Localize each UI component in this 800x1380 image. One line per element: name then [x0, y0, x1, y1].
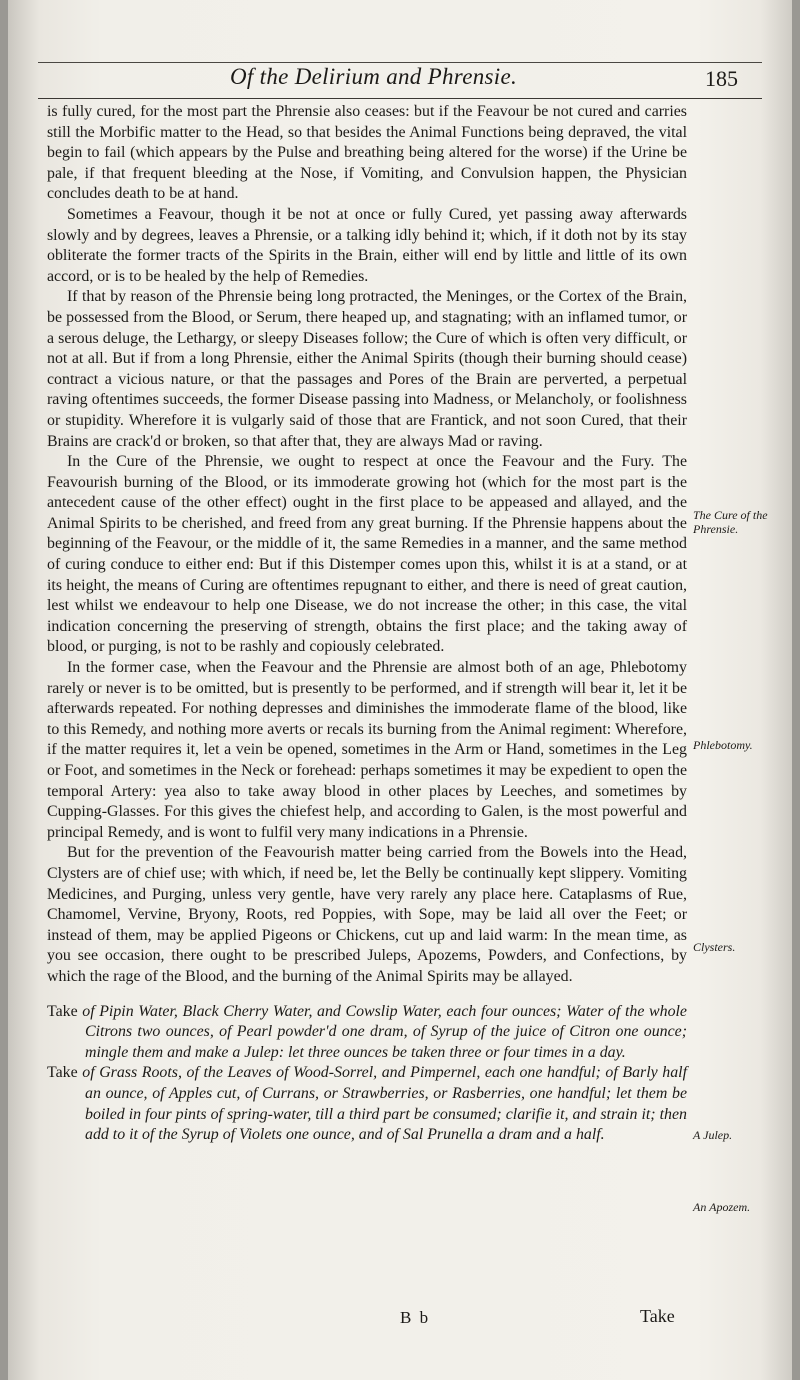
page-number: 185 [705, 66, 738, 91]
recipe-text: of Pipin Water, Black Cherry Water, and Cowslip Water, each four ounces; Water of the whole Citrons two ounces, of Pearl powder'd one dram, of Syrup of the juice of Citron one ounce; mingle them and make a Julep: let three ounces be taken three or four times in a day. [82, 1002, 687, 1061]
head-rule [38, 98, 762, 99]
catchword: Take [640, 1306, 675, 1326]
main-text [47, 102, 687, 1146]
top-rule [38, 62, 762, 63]
running-head: Of the Delirium and Phrensie. [230, 64, 518, 89]
paragraph-continued: is fully cured, for the most part the Phrensie also ceases: but if the Feavour be not cured and carries still the Morbific matter to the Head, so that besides the Animal Functions being depraved, the vital begin to fail (which appears by the Pulse and breathing being altered for the worse) if the Urine be pale, if that frequent bleeding at the Nose, if Vomiting, and Convulsion happen, the Physician concludes death to be at hand. [47, 103, 687, 203]
margin-note-julep: A Julep. [693, 1128, 733, 1142]
book-page [8, 0, 792, 1380]
spacer [47, 988, 687, 1002]
recipe-take-word: Take [47, 1002, 78, 1020]
margin-note-apozem: An Apozem. [693, 1200, 751, 1214]
recipe-julep [47, 1002, 687, 1064]
recipe-take-word: Take [47, 1064, 78, 1082]
recipe-apozem [47, 1063, 687, 1145]
margin-note-clysters: Clysters. [693, 940, 736, 954]
paragraph: But for the prevention of the Feavourish matter being carried from the Bowels into the Head, Clysters are of chief use; with which, if need be, let the Belly be continually kept slippery. Vomiting Medicines, and Purging, unless very gentle, have very rarely any place here. Cataplasms of Rue, Chamomel, Vervine, Bryony, Roots, red Poppies, with Sope, may be laid all over the Feet; or instead of them, may be applied Pigeons or Chickens, cut up and laid warm: In the mean time, as you see occasion, there ought to be prescribed Juleps, Apozems, Powders, and Confections, by which the rage of the Blood, and the burning of the Animal Spirits may be allayed. [47, 844, 687, 985]
paragraph: Sometimes a Feavour, though it be not at once or fully Cured, yet passing away afterwards slowly and by degrees, leaves a Phrensie, or a talking idly behind it; which, if it doth not by its stay obliterate the former tracts of the Spirits in the Brain, either will end by little and little of its own accord, or is to be healed by the help of Remedies. [47, 205, 687, 285]
margin-note-cure: The Cure of the Phrensie. [693, 508, 768, 536]
recipe-text: of Grass Roots, of the Leaves of Wood-Sorrel, and Pimpernel, each one handful; of Barly half an ounce, of Apples cut, of Currans, or Strawberries, or Rasberries, one handful; let them be boiled in four pints of spring-water, till a third part be consumed; clarifie it, and strain it; then add to it of the Syrup of Violets one ounce, and of Sal Prunella a dram and a half. [82, 1064, 687, 1144]
paragraph: In the former case, when the Feavour and the Phrensie are almost both of an age, Phlebotomy rarely or never is to be omitted, but is presently to be performed, and if strength will bear it, let it be afterwards repeated. For nothing depresses and diminishes the immoderate flame of the blood, like to this Remedy, and nothing more averts or recals its burning from the Animal regiment: Wherefore, if the matter requires it, let a vein be opened, sometimes in the Arm or Hand, sometimes in the Leg or Foot, and sometimes in the Neck or forehead: perhaps sometimes it may be expedient to open the temporal Artery: yea also to take away blood in other places by Leeches, and sometimes by Cupping-Glasses. For this gives the chiefest help, and according to Galen, is the most powerful and principal Remedy, and is wont to fulfil very many indications in a Phrensie. [47, 659, 687, 841]
paragraph: In the Cure of the Phrensie, we ought to respect at once the Feavour and the Fury. The Feavourish burning of the Blood, or its immoderate growing hot (which for the most part is the antecedent cause of the other effect) ought in the first place to be appeased and allayed, and the Animal Spirits to be cherished, and freed from any great burning. If the Phrensie happens about the beginning of the Feavour, or the middle of it, the same Remedies in a manner, and the same method of curing conduce to either end: But if this Distemper comes upon this, whilst it is at a stand, or at its height, the means of Curing are oftentimes repugnant to either, and there is need of great caution, lest whilst we endeavour to help one Disease, we do not increase the other; in this case, the vital indication concerning the preserving of strength, obtains the first place; and the taking away of blood, or purging, is not to be rashly and copiously celebrated. [47, 453, 687, 656]
signature-mark: B b [400, 1308, 431, 1327]
paragraph: If that by reason of the Phrensie being long protracted, the Meninges, or the Cortex of the Brain, be possessed from the Blood, or Serum, there heaped up, and stagnating; with an inflamed tumor, or a serous deluge, the Lethargy, or sleepy Diseases follow; the Cure of which is often very difficult, or not at all. But if from a long Phrensie, either the Animal Spirits (though their burning should cease) contract a vicious nature, or that the passages and Pores of the Brain are perverted, a perpetual raving oftentimes succeeds, the former Disease passing into Madness, or Melancholy, or foolishness or stupidity. Wherefore it is vulgarly said of those that are Frantick, and not soon Cured, that their Brains are crack'd or broken, so that after that, they are always Mad or raving. [47, 288, 687, 450]
margin-note-phlebotomy: Phlebotomy. [693, 738, 753, 752]
